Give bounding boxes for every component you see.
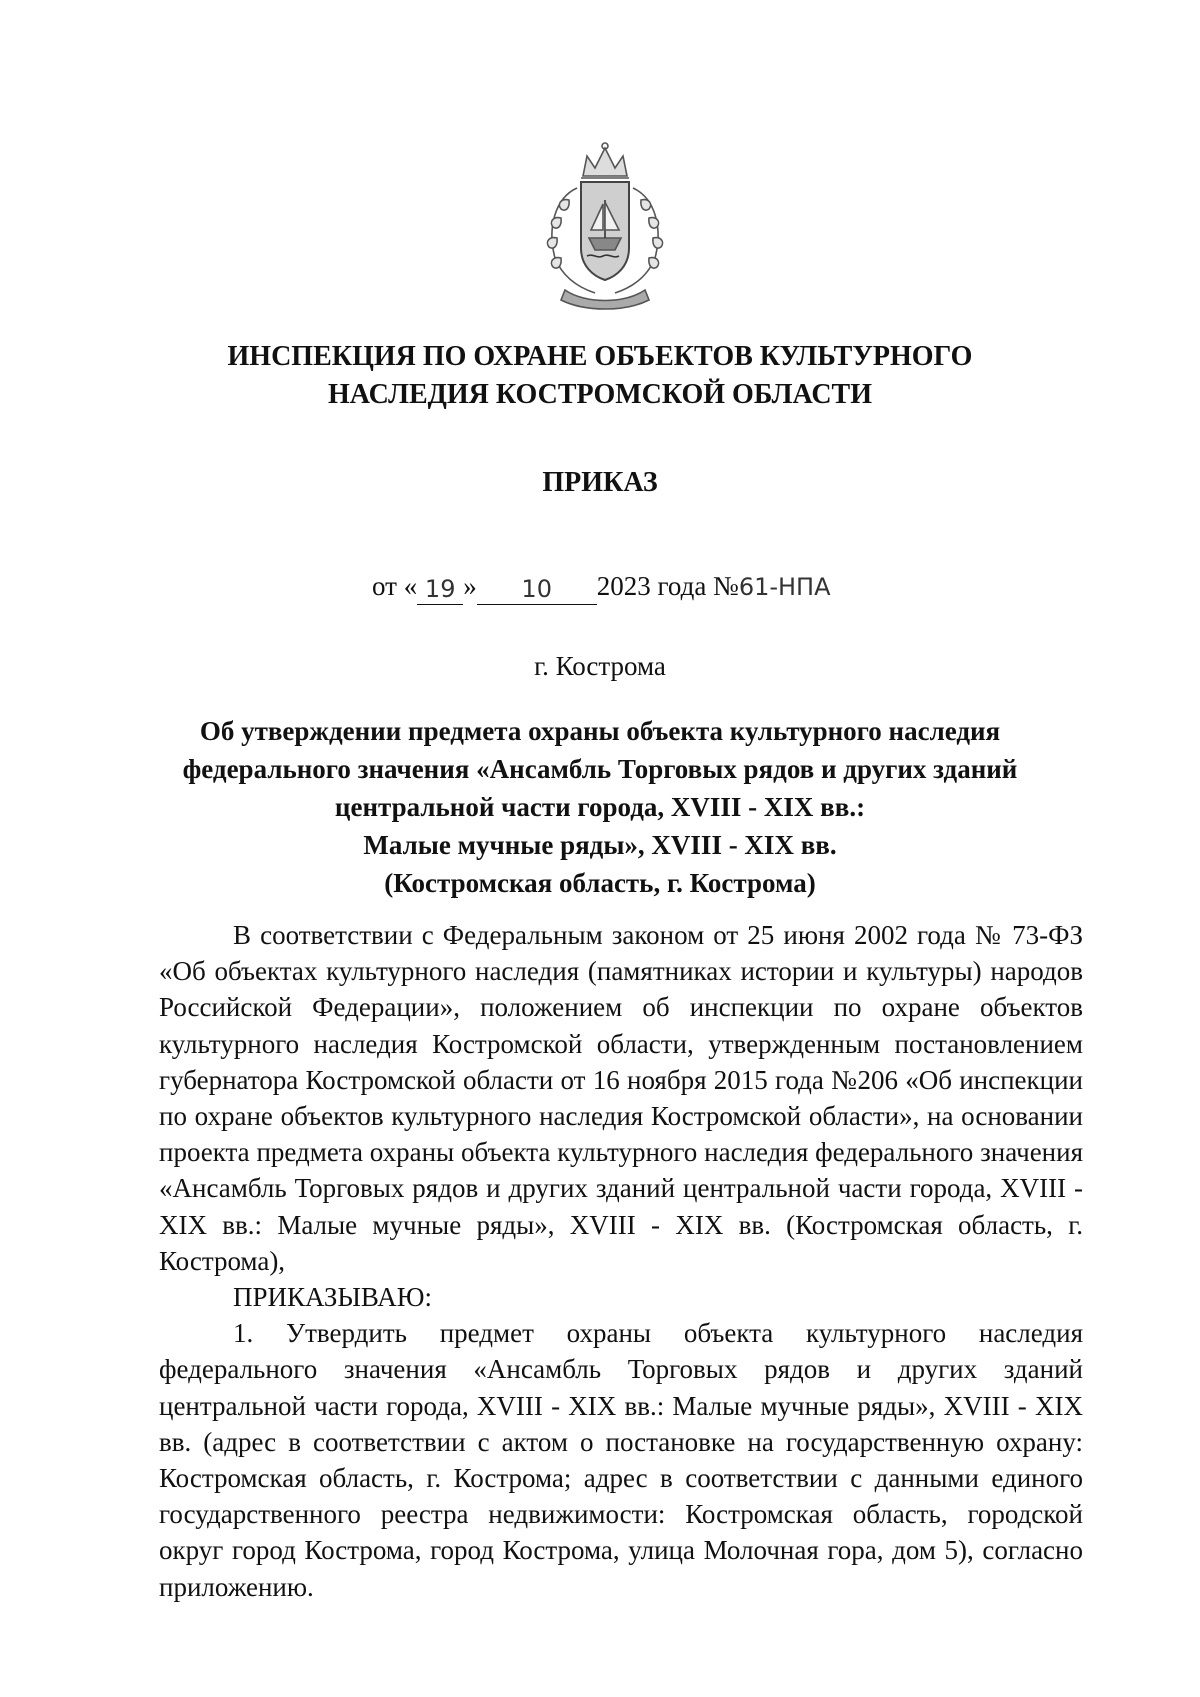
document-type: ПРИКАЗ	[542, 467, 658, 498]
subject-line2: федерального значения «Ансамбль Торговых рядов и других зданий	[182, 754, 1018, 784]
document-body	[159, 917, 1083, 1605]
date-mid: »	[463, 571, 477, 601]
subject-line3: центральной части города, XVIII - XIX вв.:	[334, 792, 866, 822]
date-year: 2023 года №	[596, 571, 739, 601]
coat-of-arms-icon	[525, 138, 685, 313]
organization-name-line1: ИНСПЕКЦИЯ ПО ОХРАНЕ ОБЪЕКТОВ КУЛЬТУРНОГО	[227, 341, 973, 372]
organization-name	[0, 338, 1200, 414]
item-1-paragraph: 1. Утвердить предмет охраны объекта культурного наследия федерального значения «Ансамбль Торговых рядов и других зданий центральной части города, XVIII - XIX вв.: Малые мучные ряды», XVIII - XIX вв. (адрес в соответствии с актом о постановке на государственную охрану: Костромская область, г. Кострома; адрес в соответствии с данными единого государственного реестра недвижимости: Костромская область, городской округ город Кострома, город Кострома, улица Молочная гора, дом 5), согласно приложению.	[159, 1318, 1083, 1602]
city: г. Кострома	[534, 651, 666, 681]
date-line	[372, 568, 932, 608]
date-month: 10	[477, 574, 597, 605]
preamble-paragraph: В соответствии с Федеральным законом от 25 июня 2002 года № 73-ФЗ «Об объектах культурного наследия (памятниках истории и культуры) народов Российской Федерации», положением об инспекции по охране объектов культурного наследия Костромской области, утвержденным постановлением губернатора Костромской области от 16 ноября 2015 года №206 «Об инспекции по охране объектов культурного наследия Костромской области», на основании проекта предмета охраны объекта культурного наследия федерального значения «Ансамбль Торговых рядов и других зданий центральной части города, XVIII - XIX вв.: Малые мучные ряды», XVIII - XIX вв. (Костромская область, г. Кострома),	[159, 920, 1083, 1276]
subject-line1: Об утверждении предмета охраны объекта культурного наследия	[199, 716, 1001, 746]
subject-line5: (Костромская область, г. Кострома)	[384, 868, 816, 898]
date-day: 19	[417, 574, 463, 605]
subject-line4: Малые мучные ряды», XVIII - XIX вв.	[363, 830, 837, 860]
date-prefix: от «	[372, 571, 418, 601]
order-number: 61-НПА	[738, 573, 831, 601]
organization-name-line2: НАСЛЕДИЯ КОСТРОМСКОЙ ОБЛАСТИ	[327, 379, 873, 410]
subject-title	[0, 712, 1200, 902]
order-word: ПРИКАЗЫВАЮ:	[233, 1282, 432, 1313]
